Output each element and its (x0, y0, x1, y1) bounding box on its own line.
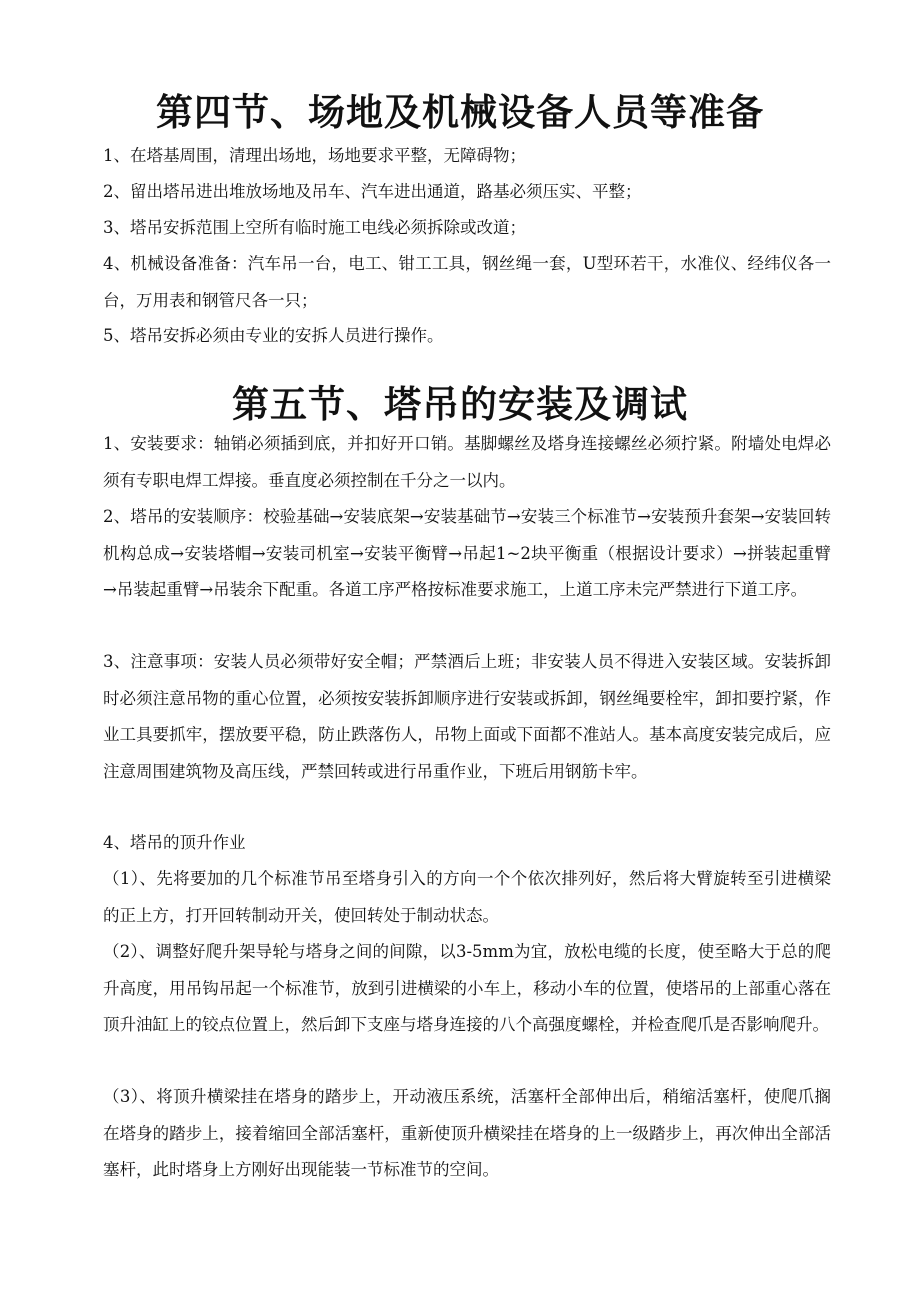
section-4-item-5: 5、塔吊安拆必须由专业的安拆人员进行操作。 (103, 326, 444, 345)
section-5-title: 第五节、塔吊的安装及调试 (232, 382, 688, 426)
section-4-title: 第四节、场地及机械设备人员等准备 (156, 90, 764, 134)
section-5-item-1: 1、安装要求：轴销必须插到底，并扣好开口销。基脚螺丝及塔身连接螺丝必须拧紧。附墙处电焊必须有专职电焊工焊接。垂直度必须控制在千分之一以内。 (103, 434, 831, 490)
section-5-step-3: （3）、将顶升横梁挂在塔身的踏步上，开动液压系统，活塞杆全部伸出后，稍缩活塞杆，使爬爪搁在塔身的踏步上，接着缩回全部活塞杆，重新使顶升横梁挂在塔身的上一级踏步上，再次伸出全部活塞杆，此时塔身上方刚好出现能装一节标准节的空间。 (103, 1087, 831, 1179)
section-4-item-4: 4、机械设备准备：汽车吊一台，电工、钳工工具，钢丝绳一套，U型环若干，水准仪、经纬仪各一台，万用表和钢管尺各一只； (103, 254, 831, 310)
section-5-item-3: 3、注意事项：安装人员必须带好安全帽；严禁酒后上班；非安装人员不得进入安装区域。安装拆卸时必须注意吊物的重心位置，必须按安装拆卸顺序进行安装或拆卸，钢丝绳要栓牢，卸扣要拧紧，作业工具要抓牢，摆放要平稳，防止跌落伤人，吊物上面或下面都不准站人。基本高度安装完成后，应注意周围建筑物及高压线，严禁回转或进行吊重作业，下班后用钢筋卡牢。 (103, 652, 831, 781)
section-4-item-1: 1、在塔基周围，清理出场地，场地要求平整，无障碍物； (103, 146, 526, 165)
section-5-item-4: 4、塔吊的顶升作业 (103, 833, 246, 852)
section-5-item-2: 2、塔吊的安装顺序：校验基础→安装底架→安装基础节→安装三个标准节→安装预升套架→安装回转机构总成→安装塔帽→安装司机室→安装平衡臂→吊起1~2块平衡重（根据设计要求）→拼装起重臂→吊装起重臂→吊装余下配重。各道工序严格按标准要求施工，上道工序未完严禁进行下道工序。 (103, 507, 831, 599)
section-5-step-2: （2）、调整好爬升架导轮与塔身之间的间隙，以3-5mm为宜，放松电缆的长度，使至略大于总的爬升高度，用吊钩吊起一个标准节，放到引进横梁的小车上，移动小车的位置，使塔吊的上部重心落在顶升油缸上的铰点位置上，然后卸下支座与塔身连接的八个高强度螺栓，并检查爬爪是否影响爬升。 (103, 942, 831, 1034)
section-5-step-1: （1）、先将要加的几个标准节吊至塔身引入的方向一个个依次排列好，然后将大臂旋转至引进横梁的正上方，打开回转制动开关，使回转处于制动状态。 (103, 869, 831, 925)
section-4-item-2: 2、留出塔吊进出堆放场地及吊车、汽车进出通道，路基必须压实、平整； (103, 182, 642, 201)
section-4-item-3: 3、塔吊安拆范围上空所有临时施工电线必须拆除或改道； (103, 218, 526, 237)
